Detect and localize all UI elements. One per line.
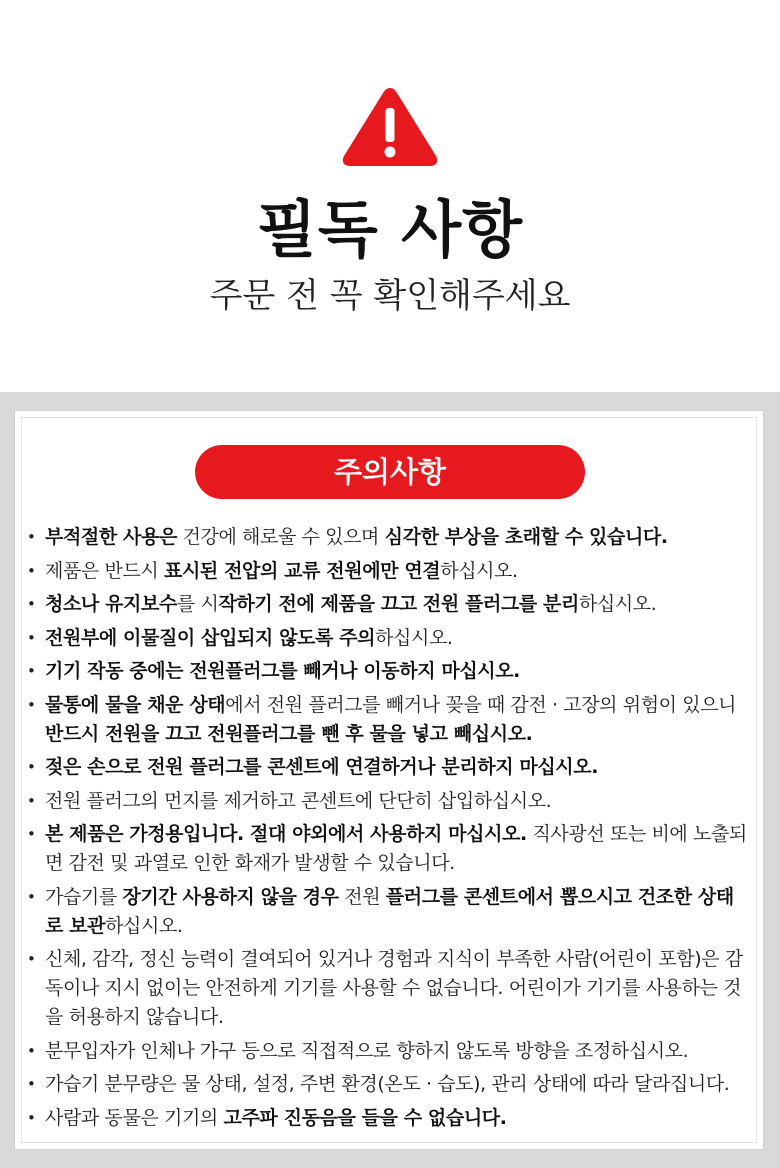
page-subtitle: 주문 전 꼭 확인해주세요 <box>209 276 571 316</box>
notice-text: 하십시오. <box>578 593 657 615</box>
notice-text: 신체, 감각, 정신 능력이 결여되어 있거나 경험과 지식이 부족한 사람(어린이 포함)은 감독이나 지시 없이는 안전하게 기기를 사용할 수 없습니다. 어린이가 기기를 사용하는 것을 허용하지 않습니다. <box>45 948 743 1028</box>
notice-text-bold: 반드시 전원을 끄고 전원플러그를 뺀 후 물을 넣고 빼십시오. <box>45 722 533 745</box>
notice-text: 사람과 동물은 기기의 <box>45 1106 224 1129</box>
notice-item <box>25 624 751 653</box>
notice-item <box>25 1070 751 1099</box>
notice-text-bold: 고주파 진동음을 들을 수 없습니다. <box>223 1106 507 1129</box>
notice-item <box>25 1104 751 1133</box>
notice-text-bold: 청소나 유지보수 <box>45 593 177 615</box>
notice-text-bold: 플러그를 콘센트에서 뽑으시고 건조한 상태로 보관 <box>45 885 734 937</box>
notice-text: 하십시오. <box>375 626 453 649</box>
notice-item <box>25 557 751 586</box>
notice-item <box>25 657 751 686</box>
notice-text: 하십시오. <box>105 914 183 937</box>
notice-text-bold: 기기 작동 중에는 전원플러그를 빼거나 이동하지 마십시오. <box>45 660 521 682</box>
notice-item <box>25 590 751 619</box>
notice-text: 가습기를 <box>45 885 123 908</box>
header-section <box>0 0 780 392</box>
notice-text-bold: 심각한 부상을 초래할 수 있습니다. <box>384 526 668 548</box>
notice-text-bold: 표시된 전압의 교류 전원에만 연결 <box>164 559 441 582</box>
notice-text: 에서 전원 플러그를 빼거나 꽂을 때 감전 · 고장의 위험이 있으니 <box>225 693 737 716</box>
notice-text-bold: 물통에 물을 채운 상태 <box>45 693 226 716</box>
notice-text-bold: 부적절한 사용은 <box>45 526 177 548</box>
notice-list <box>25 523 751 1137</box>
notice-section <box>0 392 780 1168</box>
notice-card <box>14 410 764 1150</box>
notice-text-bold: 전원부에 이물질이 삽입되지 않도록 주의 <box>45 626 376 649</box>
notice-text: 가습기 분무량은 물 상태, 설정, 주변 환경(온도 · 습도), 관리 상태에 따라 달라집니다. <box>45 1073 730 1095</box>
warning-triangle-icon <box>340 84 440 168</box>
notice-text: 를 시 <box>176 593 219 615</box>
notice-text: 분무입자가 인체나 가구 등으로 직접적으로 향하지 않도록 방향을 조정하십시오. <box>45 1039 689 1062</box>
notice-item <box>25 883 751 941</box>
page-title: 필독 사항 <box>256 193 524 266</box>
notice-text: 건강에 해로울 수 있으며 <box>176 526 385 548</box>
notice-item <box>25 945 751 1032</box>
notice-text: 직사광선 또는 비에 노출되면 감전 및 과열로 인한 화재가 발생할 수 있습니다. <box>45 823 747 874</box>
notice-text: 하십시오. <box>440 559 518 582</box>
notice-text: 전원 플러그의 먼지를 제거하고 콘센트에 단단히 삽입하십시오. <box>45 789 552 812</box>
notice-item <box>25 753 751 782</box>
notice-item <box>25 820 751 878</box>
notice-item <box>25 691 751 749</box>
notice-text-bold: 젖은 손으로 전원 플러그를 콘센트에 연결하거나 분리하지 마십시오. <box>45 756 599 778</box>
notice-text-bold: 본 제품은 가정용입니다. 절대 야외에서 사용하지 마십시오. <box>45 823 527 845</box>
notice-heading: 주의사항 <box>195 445 585 499</box>
notice-item <box>25 787 751 816</box>
notice-text: 전원 <box>338 885 386 908</box>
notice-item <box>25 523 751 552</box>
notice-text-bold: 장기간 사용하지 않을 경우 <box>122 885 339 908</box>
notice-text: 제품은 반드시 <box>45 559 165 582</box>
notice-item <box>25 1037 751 1066</box>
notice-text-bold: 작하기 전에 제품을 끄고 전원 플러그를 분리 <box>218 593 579 615</box>
